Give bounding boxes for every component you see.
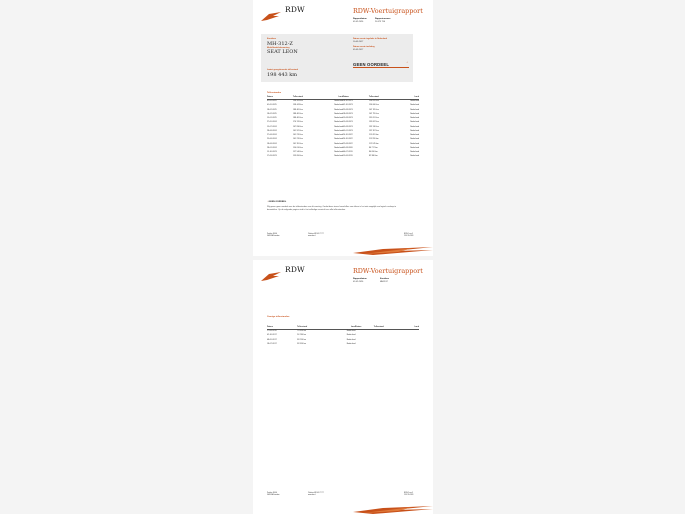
table-cell: 188 405 km [292,117,303,120]
last-odometer: 198 443 km [267,71,298,78]
other-odometer-table [267,326,419,346]
table-title: Overige tellerstanden [267,316,290,318]
vehicle-make: SEAT LEON [267,49,298,56]
table-cell: Nederland [334,112,343,115]
table-cell: 153 690 km [292,155,303,158]
table-cell: 167 830 km [292,125,303,128]
table-cell: 15-01-2025 [267,117,277,120]
table-cell: 15-08-2023 [342,121,353,124]
table-row [267,154,419,158]
table-cell: 05-08-2023 [342,125,353,128]
rdw-logo-icon [261,272,281,282]
vehicle-summary-panel [261,34,413,82]
column-header: Tellerstand [374,326,405,329]
table-cell: 18-07-2017 [267,342,277,345]
table-cell: Nederland [334,155,343,158]
table-cell: Nederland [334,104,343,107]
table-cell: 161 355 km [292,142,303,145]
table-cell: 18-08-2023 [342,112,353,115]
table-cell: 142 705 km [368,108,379,111]
table-cell: 15-06-2019 [342,155,353,158]
column-header: Land [320,96,343,99]
report-date: Rapportdatum 02-02-2026 [353,278,367,283]
table-cell: 15-08-2023 [342,117,353,120]
verdict-underline [353,67,409,68]
check-circle-icon: ◦ [267,200,268,203]
table-cell: Nederland [410,134,419,137]
table-cell: 176 370 km [292,121,303,124]
table-cell: 15-10-2023 [267,151,277,154]
table-cell: 161 235 km [292,138,303,141]
table-cell: Nederland [346,342,356,345]
brand-logo-text: RDW [285,5,305,14]
chevron-up-icon[interactable]: ⌃ [406,61,409,65]
table-cell: 24 290 km [297,334,306,337]
table-cell: Nederland [346,338,356,341]
table-cell: 38 310 km [297,342,306,345]
table-cell: 188 405 km [292,108,303,111]
table-cell [374,342,405,346]
note-title: ◦ GEEN OORDEEL [267,200,287,203]
plate-label: Kenteken [267,38,277,40]
table-cell: 28-06-2024 [267,129,277,132]
column-header: Land [396,96,419,99]
first-registration-nl-label: Datum eerste tegelatie in Nederland [353,38,388,40]
brand-logo-text: RDW [285,265,305,274]
table-cell: 198 443 km [292,100,303,103]
table-cell: Nederland [410,121,419,124]
table-cell: 18-10-2023 [342,100,353,103]
make-label: Merk/Handelsbenaming [267,46,290,49]
table-cell: 156 060 km [368,104,379,107]
table-cell: 02-10-2023 [342,104,353,107]
table-cell: 01-05-2025 [267,104,277,107]
table-cell: 142 755 km [368,112,379,115]
table-cell: Nederland [334,108,343,111]
table-cell: 82 380 km [368,155,378,158]
footer-contact: Telefoon 088 001 77 77 www.rdw.nl [308,493,324,497]
table-cell [405,342,419,346]
report-page-2 [253,260,433,514]
table-row [267,342,419,346]
table-cell: Nederland [410,142,419,145]
table-cell: 115 491 km [368,134,379,137]
footer-stripes-graphic [353,247,433,255]
table-cell: Nederland [346,330,356,333]
table-cell: 135 091 km [368,117,379,120]
table-cell: 05-01-2023 [342,129,353,132]
table-cell: Nederland [410,100,419,103]
table-cell: 115 359 km [368,138,379,141]
table-cell: 08-05-2017 [267,338,277,341]
table-cell: 25-08-2023 [342,108,353,111]
table-cell: 70 410 km [297,330,306,333]
footer-stripes-graphic [353,506,433,514]
table-cell: 18-02-2025 [267,108,277,111]
first-registration-date: 05-05-2017 [353,48,364,51]
table-cell: Nederland [334,129,343,132]
first-registration-label: Datum eerste toelating [353,46,375,49]
table-cell: Nederland [334,142,343,145]
table-cell: 20-10-2022 [342,134,353,137]
table-cell: Nederland [410,155,419,158]
table-cell: Nederland [334,100,343,103]
table-cell: Nederland [334,138,343,141]
table-cell: 20-10-2022 [342,138,353,141]
footer-page: RDW-2 van 3 2017-05-2026 [404,493,414,497]
table-cell: 80 090 km [368,151,378,154]
table-cell: 27-06-2024 [267,134,277,137]
report-number: Rapportnummer 20 673 796 [375,18,391,23]
odometer-table [267,96,419,159]
table-cell: 161 235 km [292,134,303,137]
document-title: RDW-Voertuigrapport [353,7,423,15]
table-cell: Nederland [410,112,419,115]
report-date: Rapportdatum 02-02-2026 [353,18,367,23]
table-cell: 28-01-2024 [267,146,277,149]
document-title: RDW-Voertuigrapport [353,267,423,275]
table-cell: 15-07-2024 [267,125,277,128]
odometer-label: Laatst geregistreerde tellerstand [267,69,299,71]
table-cell: Nederland [334,121,343,124]
column-header: Tellerstand [293,96,320,99]
verdict-label: GEEN OORDEEL [353,62,390,67]
column-header: Tellerstand [369,96,396,99]
table-cell: Nederland [410,129,419,132]
table-cell: 17-06-2019 [267,330,277,333]
column-header: Land [405,326,419,329]
table-cell: 06-07-2019 [342,151,353,154]
table-cell: 198 443 km [292,104,303,107]
table-cell: Nederland [410,151,419,154]
table-cell: 161 925 km [292,129,303,132]
table-title: Tellerstanden [267,92,282,94]
table-cell: 22-08-2022 [342,142,353,145]
table-cell: Nederland [410,138,419,141]
table-cell: Nederland [410,146,419,149]
table-cell: Nederland [410,104,419,107]
column-header: Datum [355,326,373,329]
table-cell: Nederland [334,151,343,154]
table-cell: 112 245 km [368,142,379,145]
column-header: Datum [343,96,369,99]
table-cell: Nederland [334,125,343,128]
report-page-1 [253,0,433,256]
table-cell: 25-06-2024 [267,138,277,141]
table-cell: Nederland [334,134,343,137]
table-cell: 157 540 km [292,151,303,154]
table-cell: Nederland [410,108,419,111]
note-text: Wij geven geen oordeel over de tellerstanden van dit voertuig. Omdat deze teveel verschillen van elkaar is het niet mogelijk een logisch verloop te beoordelen. Op de volgende pagina vindt u het volledige overzicht van alle tellerstanden. [267,206,397,211]
footer-address: Postbus 30000 9640 RA Veendam [267,234,280,238]
table-cell: 02-10-2017 [267,334,277,337]
first-registration-nl-date: 10-05-2017 [353,40,364,43]
footer-page: RDW-1 van 3 2017-05-2026 [404,234,414,238]
table-cell: 18-06-2024 [267,142,277,145]
table-cell: 27-05-2024 [267,121,277,124]
table-cell: 133 316 km [368,125,379,128]
table-cell: Nederland [410,117,419,120]
footer-address: Postbus 30000 9640 RA Veendam [267,493,280,497]
column-header: Datum [267,326,297,329]
table-cell: Nederland [334,146,343,149]
column-header: Land [328,326,355,329]
table-cell: 150 610 km [292,146,303,149]
table-cell: 156 055 km [368,100,379,103]
table-cell: Nederland [334,117,343,120]
table-cell: Nederland [410,125,419,128]
table-cell: 86 717 km [368,146,378,149]
table-cell: 188 405 km [292,112,303,115]
table-cell: 133 087 km [368,121,379,124]
table-cell: Nederland [346,334,356,337]
table-cell [355,342,373,346]
table-cell: 18-02-2025 [267,112,277,115]
column-header: Tellerstand [297,326,328,329]
license-plate: MH-312-Z [267,40,293,47]
table-cell: 38 210 km [297,338,306,341]
table-cell: 17-09-2023 [267,155,277,158]
rdw-logo-icon [261,12,281,22]
table-cell: 02-05-2025 [267,100,277,103]
report-plate: Kenteken MH312Z [380,278,390,283]
table-cell: 132 397 km [368,129,379,132]
footer-contact: Telefoon 088 001 77 77 www.rdw.nl [308,234,324,238]
table-cell: 05-08-2020 [342,146,353,149]
column-header: Datum [267,96,293,99]
